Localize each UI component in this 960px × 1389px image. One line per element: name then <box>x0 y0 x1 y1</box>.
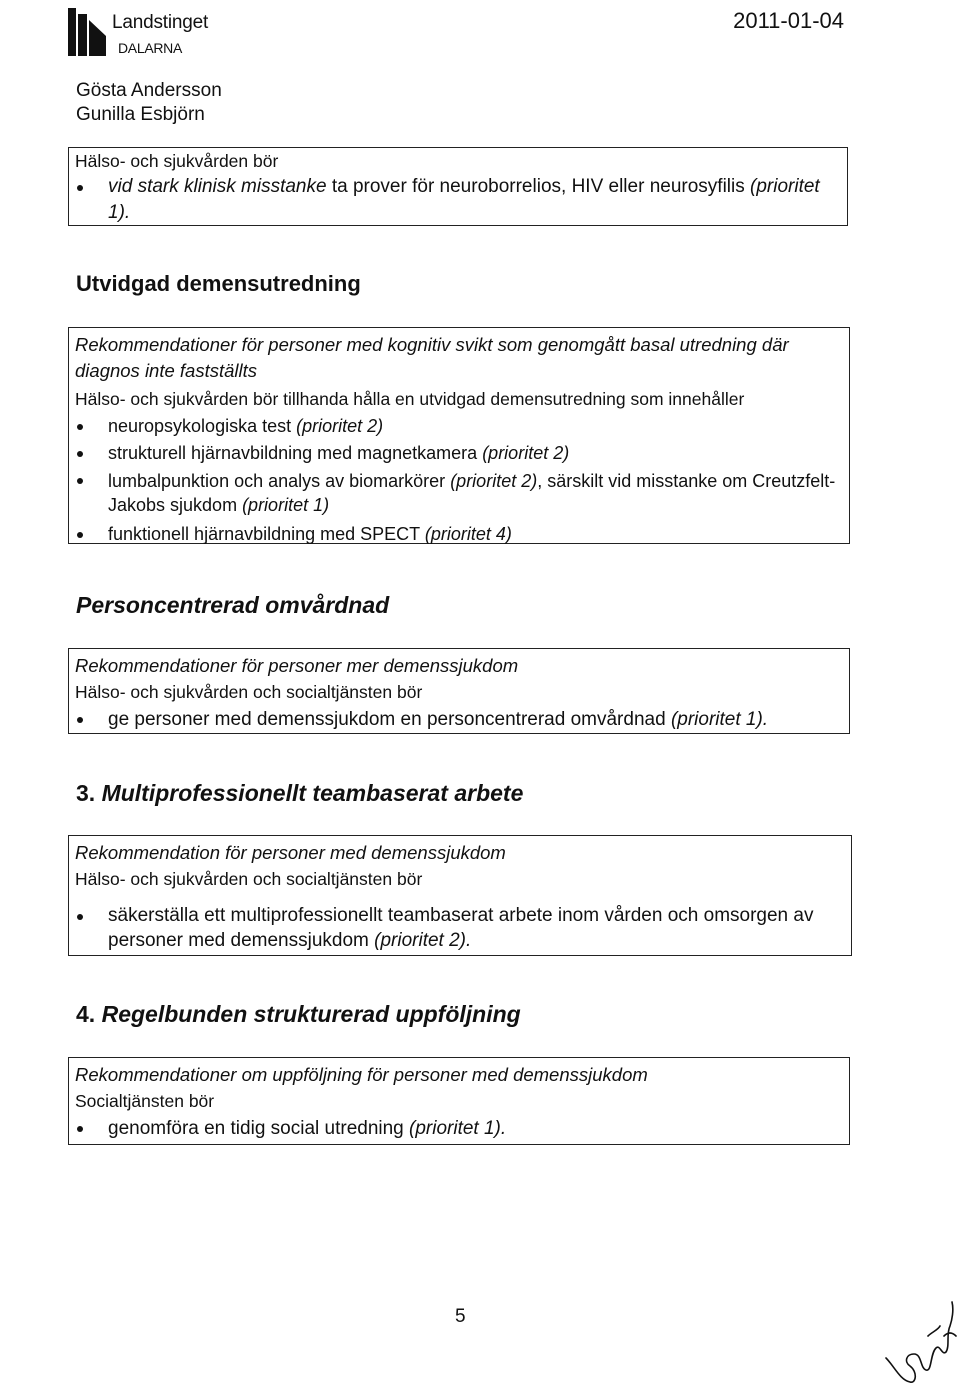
box-intro: Hälso- och sjukvården och socialtjänsten bör <box>75 682 423 702</box>
landstinget-logo <box>66 6 216 58</box>
section-title <box>76 780 523 807</box>
recommendation-box-team-work <box>68 835 852 956</box>
list-item <box>75 174 841 226</box>
recommendation-heading: Rekommendationer för personer mer demenssjukdom <box>75 655 519 676</box>
section-title-text: Regelbunden strukturerad uppföljning <box>101 1001 521 1027</box>
item-priority: (prioritet 2). <box>374 930 472 951</box>
recommendation-list <box>75 174 841 226</box>
document-date: 2011-01-04 <box>733 8 844 33</box>
list-item <box>75 706 843 733</box>
section-title: Utvidgad demensutredning <box>76 271 361 296</box>
list-item <box>75 467 843 517</box>
recommendation-list <box>75 1115 843 1142</box>
item-text: säkerställa ett multiprofessionellt teambaserat arbete inom vården och omsorgen av personer med demenssjukdom <box>108 905 814 951</box>
org-sub: DALARNA <box>118 40 183 56</box>
recommendation-list <box>75 903 845 953</box>
item-priority: (prioritet 4) <box>424 524 512 544</box>
page-number: 5 <box>455 1306 466 1327</box>
recommendation-list <box>75 413 843 548</box>
box-intro: Hälso- och sjukvården bör <box>75 151 279 171</box>
item-text: neuropsykologiska test <box>108 416 297 436</box>
item-text: , särskilt vid misstanke om Creutzfelt-Jakobs sjukdom <box>108 471 836 515</box>
box-intro: Socialtjänsten bör <box>75 1091 215 1111</box>
item-priority: (prioritet 2) <box>482 443 570 463</box>
handwritten-initials-signature <box>880 1296 960 1389</box>
recommendation-list <box>75 706 843 733</box>
section-number: 4. <box>76 1001 96 1027</box>
recommendation-box-extended-assessment <box>68 327 850 544</box>
box-intro: Hälso- och sjukvården och socialtjänsten bör <box>75 869 423 889</box>
recommendation-heading: Rekommendationer för personer med kognitiv svikt som genomgått basal utredning där diagnos inte fastställts <box>75 334 789 381</box>
section-number: 3. <box>76 780 96 806</box>
item-priority: (prioritet 2) <box>450 471 538 491</box>
item-text: strukturell hjärnavbildning med magnetkamera <box>108 443 483 463</box>
section-title-text: Multiprofessionellt teambaserat arbete <box>101 780 524 806</box>
org-name: Landstinget <box>112 12 209 33</box>
list-item <box>75 413 843 440</box>
recommendation-box-person-centred-care <box>68 648 850 734</box>
list-item <box>75 1115 843 1142</box>
item-text: genomföra en tidig social utredning <box>108 1118 410 1139</box>
item-priority: (prioritet 2) <box>296 416 384 436</box>
recommendation-box-infection-tests <box>68 147 848 226</box>
author-name: Gösta Andersson <box>76 80 222 101</box>
list-item <box>75 903 845 953</box>
item-italic: vid stark klinisk misstanke <box>108 176 327 197</box>
item-text: lumbalpunktion och analys av biomarkörer <box>108 471 451 491</box>
recommendation-box-follow-up <box>68 1057 850 1145</box>
landstinget-logo-mark-icon <box>66 6 110 58</box>
item-priority: (prioritet 1). <box>409 1118 507 1139</box>
list-item <box>75 440 843 467</box>
section-title: Personcentrerad omvårdnad <box>76 592 390 618</box>
item-priority: (prioritet 1). <box>108 176 820 223</box>
recommendation-heading: Rekommendation för personer med demenssjukdom <box>75 842 506 863</box>
item-text: funktionell hjärnavbildning med SPECT <box>108 524 425 544</box>
list-item <box>75 521 843 548</box>
item-text: ta prover för neuroborrelios, HIV eller neurosyfilis <box>326 176 751 197</box>
authors <box>76 79 222 127</box>
author-name: Gunilla Esbjörn <box>76 104 205 125</box>
item-priority: (prioritet 1) <box>242 495 330 515</box>
item-priority: (prioritet 1). <box>670 709 769 730</box>
recommendation-heading: Rekommendationer om uppföljning för personer med demenssjukdom <box>75 1064 648 1085</box>
section-title <box>76 1001 521 1028</box>
item-text: ge personer med demenssjukdom en personcentrerad omvårdnad <box>108 709 671 730</box>
box-intro: Hälso- och sjukvården bör tillhanda hålla en utvidgad demensutredning som innehåller <box>75 389 745 409</box>
